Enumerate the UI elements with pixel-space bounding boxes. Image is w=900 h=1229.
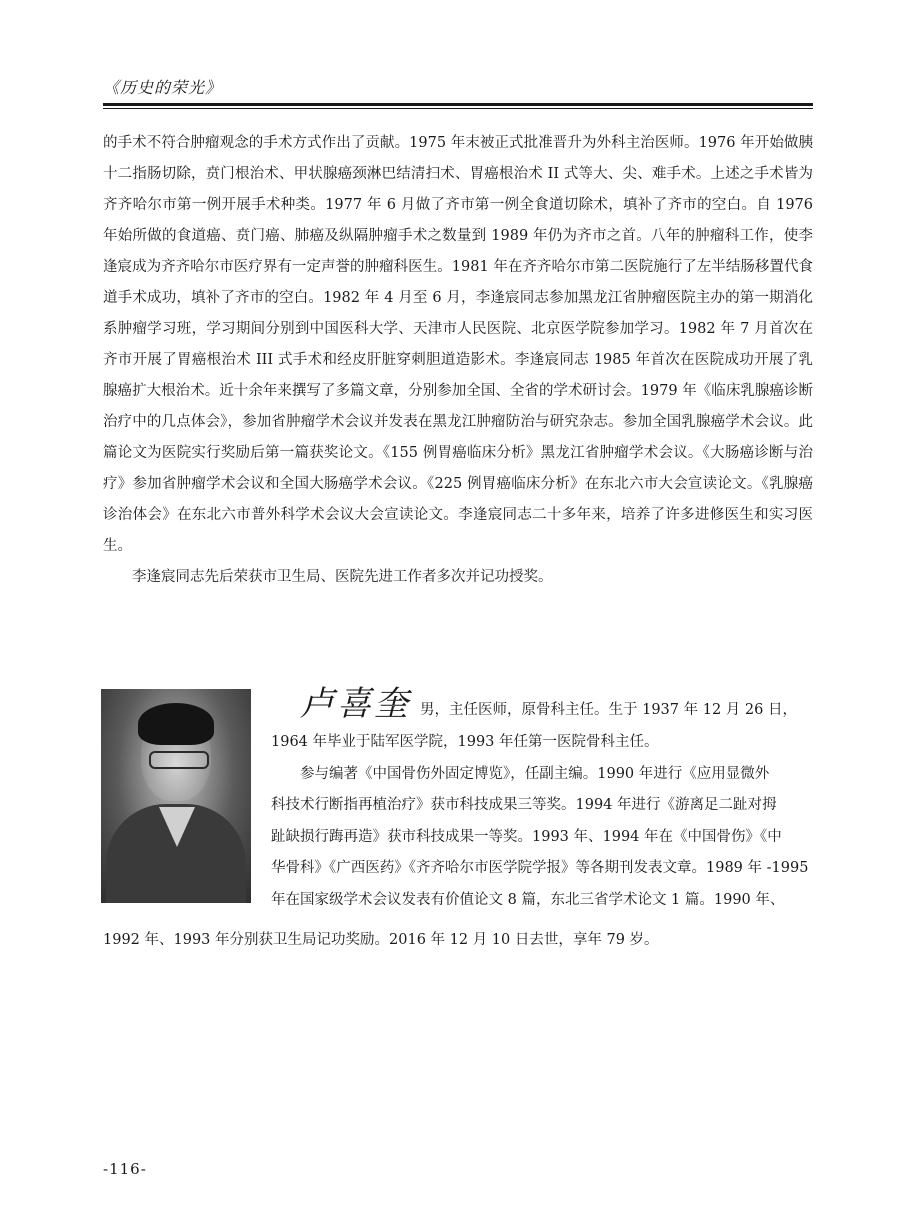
bio-line: 科技术行断指再植治疗》获市科技成果三等奖。1994 年进行《游离足二趾对拇 bbox=[271, 797, 777, 813]
portrait-glasses bbox=[149, 751, 209, 769]
body-paragraph: 的手术不符合肿瘤观念的手术方式作出了贡献。1975 年末被正式批准晋升为外科主治医师。1976 年开始做胰十二指肠切除，贲门根治术、甲状腺癌颈淋巴结清扫术、胃癌根治术 II 式等大、尖、难手术。上述之手术皆为齐齐哈尔市第一例开展手术种类。1977 年 6 月做了齐市第一例全食道切除术，填补了齐市的空白。自 1976 年始所做的食道癌、贲门癌、肺癌及纵隔肿瘤手术之数量到 1989 年仍为齐市之首。八年的肿瘤科工作，使李逢宸成为齐齐哈尔市医疗界有一定声誉的肿瘤科医生。1981 年在齐齐哈尔市第二医院施行了左半结肠移置代食道手术成功，填补了齐市的空白。1982 年 4 月至 6 月，李逢宸同志参加黑龙江省肿瘤医院主办的第一期消化系肿瘤学习班，学习期间分别到中国医科大学、天津市人民医院、北京医学院参加学习。1982 年 7 月首次在齐市开展了胃癌根治术 III 式手术和经皮肝脏穿刺胆道造影术。李逢宸同志 1985 年首次在医院成功开展了乳腺癌扩大根治术。近十余年来撰写了多篇文章，分别参加全国、全省的学术研讨会。1979 年《临床乳腺癌诊断治疗中的几点体会》，参加省肿瘤学术会议并发表在黑龙江肿瘤防治与研究杂志。参加全国乳腺癌学术会议。此篇论文为医院实行奖励后第一篇获奖论文。《155 例胃癌临床分析》黑龙江省肿瘤学术会议。《大肠癌诊断与治疗》参加省肿瘤学术会议和全国大肠癌学术会议。《225 例胃癌临床分析》在东北六市大会宣读论文。《乳腺癌诊治体会》在东北六市普外科学术会议大会宣读论文。李逢宸同志二十多年来，培养了许多进修医生和实习医生。 bbox=[103, 135, 813, 554]
bio-text-block bbox=[271, 727, 813, 916]
bio-line: 1964 年毕业于陆军医学院，1993 年任第一医院骨科主任。 bbox=[271, 734, 659, 750]
header-rule-thin bbox=[103, 108, 813, 109]
bio-line: 趾缺损行踇再造》获市科技成果一等奖。1993 年、1994 年在《中国骨伤》《中 bbox=[271, 828, 782, 845]
portrait-photo bbox=[101, 689, 251, 903]
running-header-title: 《历史的荣光》 bbox=[103, 78, 223, 97]
portrait-hair bbox=[138, 703, 214, 745]
header-rule-thick bbox=[103, 103, 813, 106]
person-name: 卢喜奎 bbox=[300, 684, 411, 724]
bio-line: 年在国家级学术会议发表有价值论文 8 篇，东北三省学术论文 1 篇。1990 年、 bbox=[271, 891, 785, 908]
page-number: -116- bbox=[103, 1160, 147, 1178]
bio-line: 参与编著《中国骨伤外固定博览》，任副主编。1990 年进行《应用显微外 bbox=[300, 765, 770, 782]
bio-intro-line: 男，主任医师，原骨科主任。生于 1937 年 12 月 26 日， bbox=[420, 702, 797, 718]
bio-final-line: 1992 年、1993 年分别获卫生局记功奖励。2016 年 12 月 10 日去世，享年 79 岁。 bbox=[103, 932, 659, 948]
bio-line: 华骨科》《广西医药》《齐齐哈尔市医学院学报》等各期刊发表文章。1989 年 -1995 bbox=[271, 860, 809, 876]
running-header bbox=[103, 78, 813, 98]
body-paragraph: 李逢宸同志先后荣获市卫生局、医院先进工作者多次并记功授奖。 bbox=[132, 569, 553, 585]
biography-continuation bbox=[103, 128, 813, 593]
